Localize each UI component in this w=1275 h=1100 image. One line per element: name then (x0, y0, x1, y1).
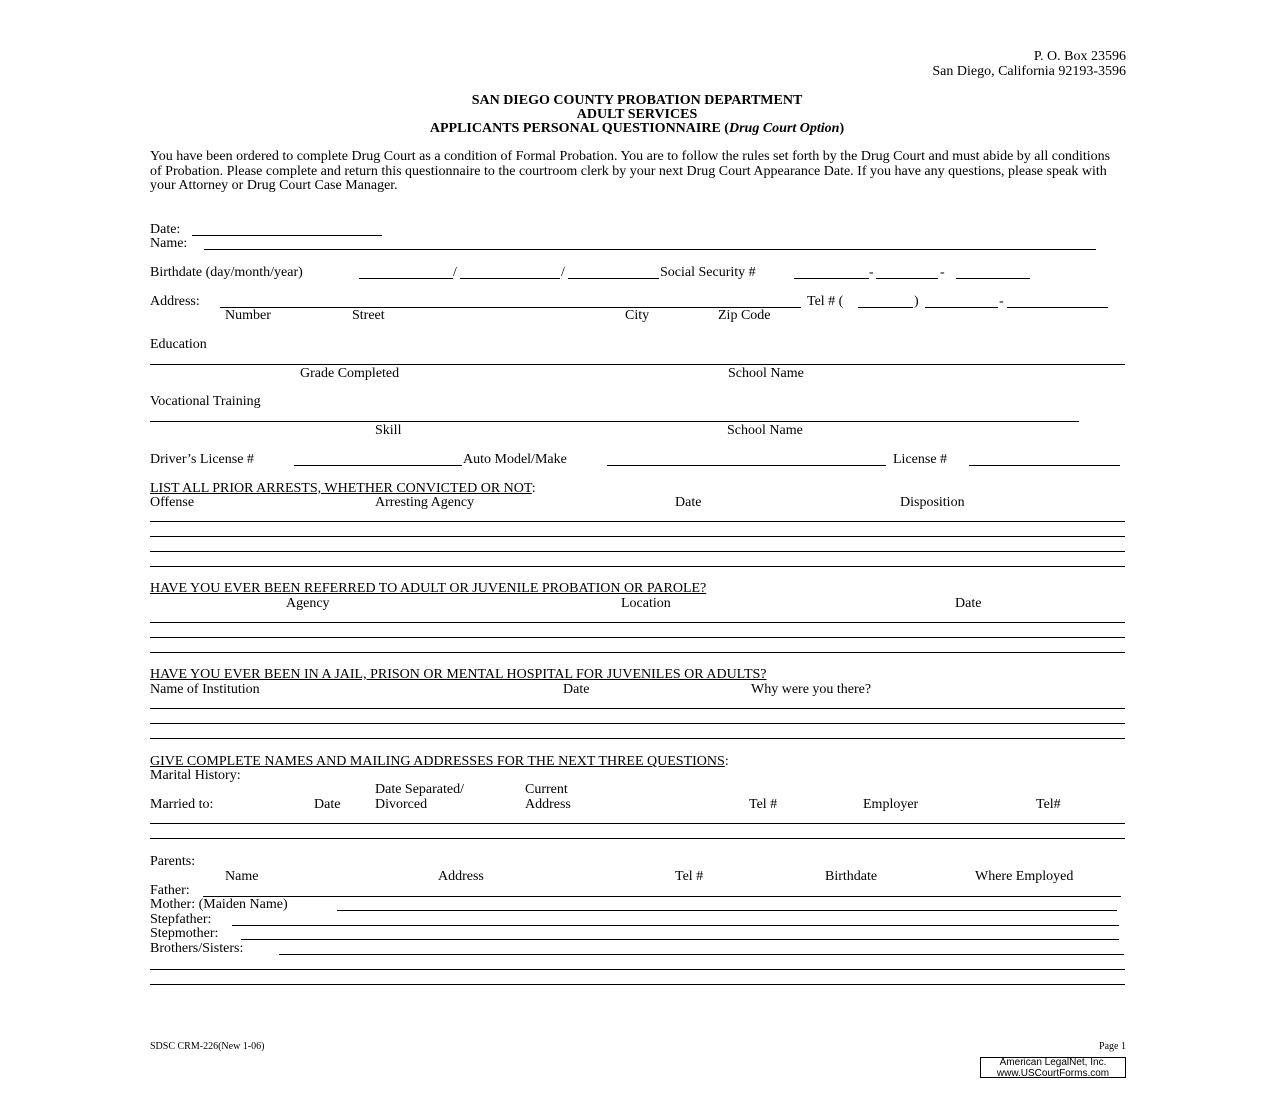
parents-col-employed: Where Employed (975, 869, 1074, 884)
marital-line-1[interactable] (150, 823, 1125, 824)
stamp-company: American LegalNet, Inc. (999, 1057, 1107, 1068)
probation-col-location: Location (621, 596, 671, 611)
ssn-dash-2: - (940, 265, 945, 280)
arrests-heading-text: LIST ALL PRIOR ARRESTS, WHETHER CONVICTED OR NOT (150, 481, 532, 496)
skill-label: Skill (375, 423, 402, 438)
birthdate-label: Birthdate (day/month/year) (150, 265, 303, 280)
title-italic: Drug Court Option (728, 121, 840, 136)
vocational-label: Vocational Training (150, 394, 261, 409)
name-label: Name: (150, 236, 188, 251)
arrests-heading (150, 481, 536, 496)
tel-area-code-field[interactable] (858, 307, 913, 308)
title-end: ) (839, 121, 845, 136)
tel-label: Tel # ( (807, 294, 844, 309)
birth-year-field[interactable] (568, 278, 659, 279)
mother-field[interactable] (337, 910, 1117, 911)
birth-day-field[interactable] (359, 278, 453, 279)
vocational-school-name-label: School Name (727, 423, 803, 438)
probation-col-agency: Agency (286, 596, 330, 611)
education-school-name-label: School Name (728, 366, 804, 381)
marital-col-date: Date (314, 797, 341, 812)
address-sub-number: Number (225, 308, 271, 323)
marital-col-employer: Employer (863, 797, 919, 812)
license-plate-field[interactable] (969, 465, 1120, 466)
marital-heading (150, 754, 729, 769)
address-sub-zip: Zip Code (718, 308, 771, 323)
siblings-line-2[interactable] (150, 969, 1125, 970)
arrests-line-1[interactable] (150, 521, 1125, 522)
parents-label: Parents: (150, 854, 196, 869)
marital-col-address: Address (525, 797, 571, 812)
auto-model-label: Auto Model/Make (463, 452, 567, 467)
probation-line-2[interactable] (150, 637, 1125, 638)
tel-close-paren: ) (914, 294, 919, 309)
parents-col-birthdate: Birthdate (825, 869, 878, 884)
drivers-license-field[interactable] (294, 465, 462, 466)
institution-col-why: Why were you there? (751, 682, 872, 697)
institution-line-1[interactable] (150, 708, 1125, 709)
ssn-label: Social Security # (660, 265, 756, 280)
parents-col-address: Address (438, 869, 484, 884)
stepfather-field[interactable] (232, 925, 1119, 926)
ssn-part-2-field[interactable] (876, 278, 938, 279)
probation-line-3[interactable] (150, 652, 1125, 653)
page-title-department: SAN DIEGO COUNTY PROBATION DEPARTMENT (471, 93, 803, 108)
stepfather-label: Stepfather: (150, 912, 212, 927)
title-main: APPLICANTS PERSONAL QUESTIONNAIRE ( (429, 121, 729, 136)
mother-label: Mother: (Maiden Name) (150, 897, 288, 912)
education-label: Education (150, 337, 207, 352)
father-field[interactable] (203, 896, 1121, 897)
arrests-col-disposition: Disposition (900, 495, 965, 510)
stamp-url: www.USCourtForms.com (996, 1067, 1110, 1078)
arrests-col-agency: Arresting Agency (375, 495, 475, 510)
ssn-part-1-field[interactable] (794, 278, 869, 279)
siblings-field[interactable] (279, 954, 1124, 955)
institution-col-date: Date (563, 682, 590, 697)
tel-dash: - (999, 294, 1004, 309)
marital-col-tel2: Tel# (1036, 797, 1061, 812)
probation-col-date: Date (955, 596, 982, 611)
marital-col-married-to: Married to: (150, 797, 214, 812)
arrests-col-offense: Offense (150, 495, 195, 510)
ssn-dash-1: - (869, 265, 874, 280)
city-state-zip: San Diego, California 92193-3596 (932, 64, 1126, 79)
birth-slash-1: / (453, 265, 457, 280)
parents-col-tel: Tel # (675, 869, 704, 884)
siblings-line-3[interactable] (150, 984, 1125, 985)
name-field[interactable] (204, 249, 1096, 250)
marital-heading-colon: : (724, 754, 729, 769)
marital-history-label: Marital History: (150, 768, 241, 783)
license-label: License # (893, 452, 948, 467)
drivers-license-label: Driver’s License # (150, 452, 254, 467)
arrests-heading-colon: : (531, 481, 536, 496)
legalnet-stamp (980, 1057, 1126, 1078)
ssn-part-3-field[interactable] (956, 278, 1030, 279)
institution-col-name: Name of Institution (150, 682, 260, 697)
arrests-col-date: Date (675, 495, 702, 510)
institution-line-3[interactable] (150, 738, 1125, 739)
tel-line-field[interactable] (1007, 307, 1108, 308)
intro-paragraph: You have been ordered to complete Drug Court as a condition of Formal Probation. You are to follow the rules set forth by the Drug Court and must abide by all conditions of Probation. Please complete and return this questionnaire to the courtroom clerk by your next Drug Court Appearance Date. If you have any questions, please speak with your Attorney or Drug Court Case Manager. (150, 149, 1111, 194)
grade-completed-label: Grade Completed (300, 366, 400, 381)
tel-prefix-field[interactable] (925, 307, 998, 308)
page-title-services: ADULT SERVICES (576, 107, 698, 122)
page-number: Page 1 (1099, 1041, 1126, 1052)
institution-line-2[interactable] (150, 723, 1125, 724)
address-field[interactable] (220, 307, 801, 308)
siblings-label: Brothers/Sisters: (150, 941, 244, 956)
arrests-line-3[interactable] (150, 551, 1125, 552)
institution-heading: HAVE YOU EVER BEEN IN A JAIL, PRISON OR MENTAL HOSPITAL FOR JUVENILES OR ADULTS? (150, 667, 767, 682)
address-label: Address: (150, 294, 200, 309)
marital-col-tel: Tel # (749, 797, 778, 812)
address-sub-street: Street (352, 308, 385, 323)
form-id: SDSC CRM-226(New 1-06) (150, 1041, 265, 1052)
marital-col-date-separated: Date Separated/ (375, 782, 465, 797)
vocational-field[interactable] (150, 421, 1079, 422)
marital-line-2[interactable] (150, 838, 1125, 839)
stepmother-label: Stepmother: (150, 926, 219, 941)
marital-col-current: Current (525, 782, 568, 797)
probation-line-1[interactable] (150, 622, 1125, 623)
arrests-line-2[interactable] (150, 536, 1125, 537)
probation-heading: HAVE YOU EVER BEEN REFERRED TO ADULT OR JUVENILE PROBATION OR PAROLE? (150, 581, 707, 596)
parents-col-name: Name (225, 869, 259, 884)
arrests-line-4[interactable] (150, 566, 1125, 567)
birth-slash-2: / (561, 265, 565, 280)
marital-heading-text: GIVE COMPLETE NAMES AND MAILING ADDRESSES FOR THE NEXT THREE QUESTIONS (150, 754, 725, 769)
address-sub-city: City (625, 308, 650, 323)
auto-model-field[interactable] (607, 465, 886, 466)
date-field[interactable] (192, 235, 382, 236)
education-field[interactable] (150, 364, 1125, 365)
page-title-questionnaire (337, 121, 937, 136)
marital-col-divorced: Divorced (375, 797, 428, 812)
birth-month-field[interactable] (460, 278, 560, 279)
father-label: Father: (150, 883, 190, 898)
date-label: Date: (150, 222, 181, 237)
stepmother-field[interactable] (241, 939, 1119, 940)
po-box: P. O. Box 23596 (1033, 49, 1126, 64)
